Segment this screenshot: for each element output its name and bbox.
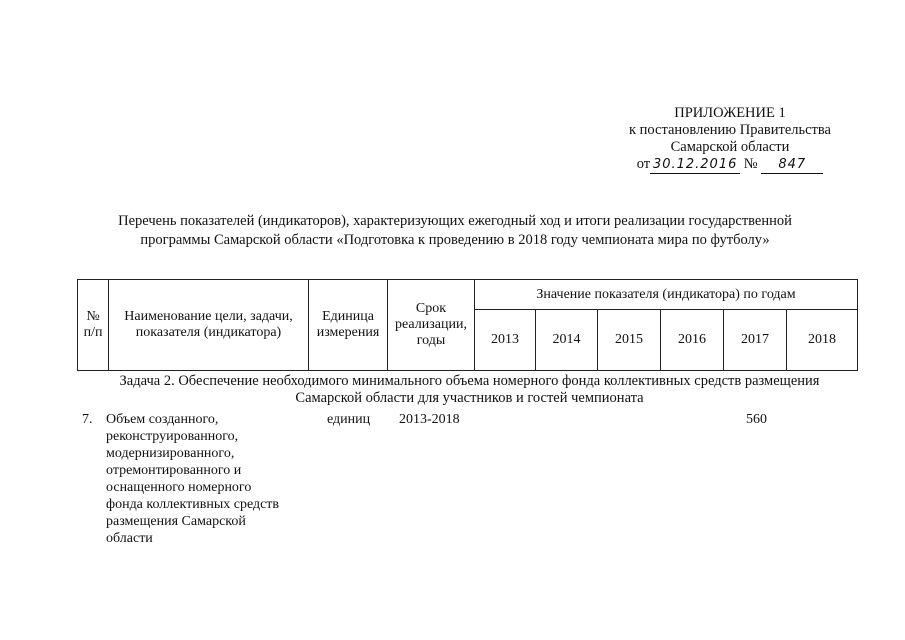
- appendix-line2: Самарской области: [670, 139, 790, 155]
- name-line: области: [106, 531, 153, 546]
- indicator-table-header: [77, 279, 858, 371]
- name-line: фонда коллективных средств: [106, 497, 280, 512]
- header-unit: Единица измерения: [309, 280, 388, 371]
- name-line: Объем созданного,: [106, 412, 219, 427]
- from-label: от: [636, 156, 651, 172]
- header-year: 2014: [536, 310, 598, 371]
- number-label: №: [743, 156, 758, 172]
- name-line: реконструированного,: [106, 429, 239, 444]
- name-line: оснащенного номерного: [106, 480, 252, 495]
- name-line: размещения Самарской: [106, 514, 246, 529]
- header-term: Срок реализации, годы: [388, 280, 475, 371]
- row-number: 7.: [82, 412, 93, 427]
- task-line2: Самарской области для участников и гостей чемпионата: [295, 390, 644, 406]
- name-line: отремонтированного и: [106, 463, 242, 478]
- task-heading: [77, 373, 862, 407]
- row-term: 2013-2018: [399, 412, 460, 427]
- handwritten-number: 847: [761, 156, 823, 174]
- header-year: 2013: [475, 310, 536, 371]
- appendix-title: ПРИЛОЖЕНИЕ 1: [674, 105, 786, 121]
- row-value-2017: 560: [746, 412, 767, 427]
- header-year: 2015: [598, 310, 661, 371]
- header-year: 2016: [661, 310, 724, 371]
- heading-line1: Перечень показателей (индикаторов), характеризующих ежегодный ход и итоги реализации государственной: [118, 213, 792, 229]
- task-line1: Задача 2. Обеспечение необходимого минимального объема номерного фонда коллективных средств размещения: [119, 373, 820, 389]
- header-values: Значение показателя (индикатора) по годам: [475, 280, 858, 310]
- header-year: 2018: [787, 310, 858, 371]
- header-num: № п/п: [78, 280, 109, 371]
- name-line: модернизированного,: [106, 446, 235, 461]
- appendix-sign-row: [600, 156, 860, 174]
- header-name: Наименование цели, задачи, показателя (индикатора): [109, 280, 309, 371]
- handwritten-date: 30.12.2016: [650, 156, 740, 174]
- header-year: 2017: [724, 310, 787, 371]
- heading-line2: программы Самарской области «Подготовка к проведению в 2018 году чемпионата мира по футболу»: [140, 232, 770, 248]
- document-heading: [60, 212, 850, 250]
- appendix-block: [600, 105, 860, 174]
- row-indicator-name: [106, 411, 311, 547]
- row-unit: единиц: [327, 412, 371, 427]
- appendix-line1: к постановлению Правительства: [629, 122, 831, 138]
